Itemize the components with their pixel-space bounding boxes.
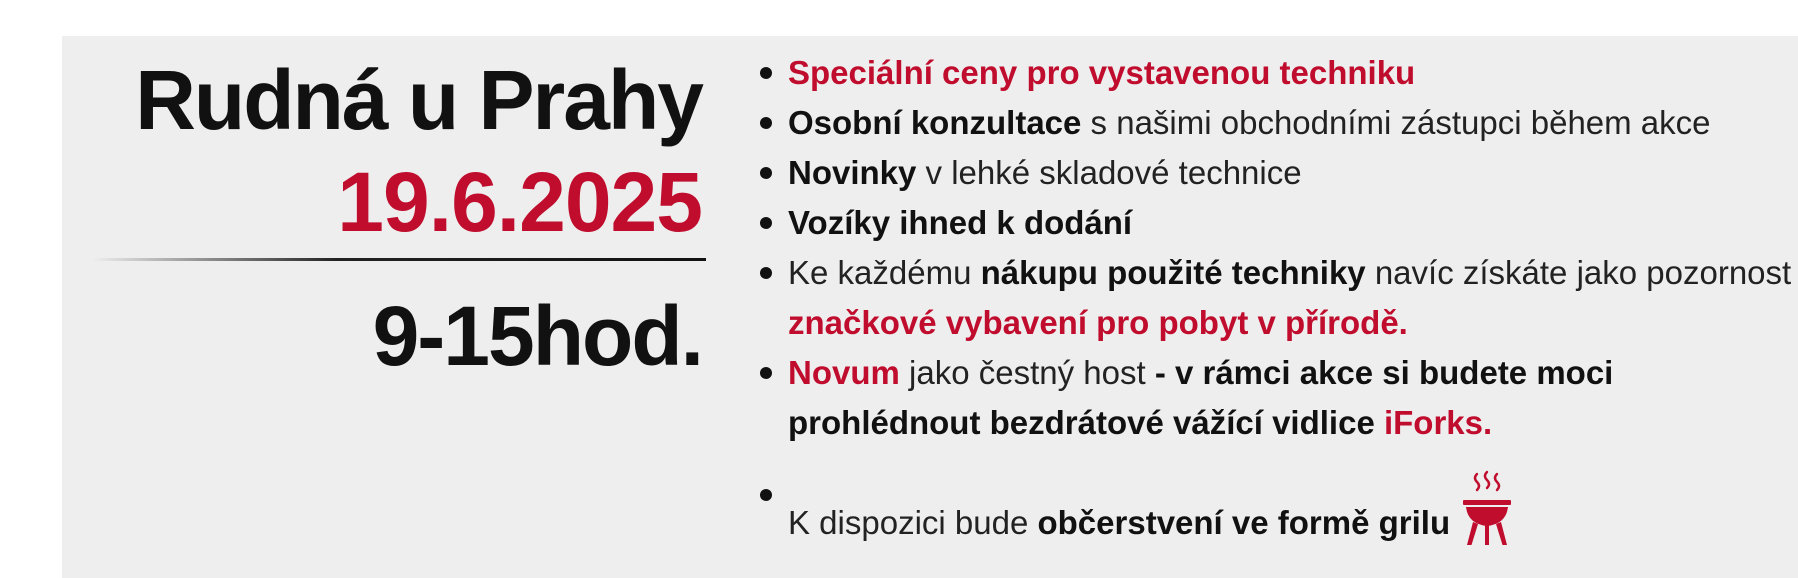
bullet-dot-icon [760, 267, 772, 279]
bullet-item [752, 148, 1792, 198]
bullet-item [752, 98, 1792, 148]
bullet-text: jako čestný host [899, 354, 1155, 391]
bullet-text: v lehké skladové technice [916, 154, 1302, 191]
bullet-dot-icon [760, 217, 772, 229]
bullet-dot-icon [760, 367, 772, 379]
event-date: 19.6.2025 [337, 155, 702, 249]
bullet-item [752, 248, 1792, 348]
bullet-text: Osobní konzultace [788, 104, 1082, 141]
bullet-dot-icon [760, 489, 772, 501]
bullet-text: - v rámci akce si budete moci prohlédnout bezdrátové vážící vidlice [788, 354, 1614, 441]
bullet-text: Ke každému [788, 254, 981, 291]
bullet-text: iForks. [1383, 404, 1493, 441]
bullet-dot-icon [760, 167, 772, 179]
bullet-dot-icon [760, 67, 772, 79]
event-hours: 9-15hod. [372, 289, 702, 383]
bullet-dot-icon [760, 117, 772, 129]
grill-icon [1460, 470, 1514, 546]
bullet-text: značkové vybavení pro pobyt v přírodě. [788, 304, 1408, 341]
event-info [62, 36, 702, 578]
bullet-text: občerstvení ve formě grilu [1037, 504, 1451, 541]
bullet-item [752, 470, 1792, 548]
bullet-item [752, 198, 1792, 248]
bullet-text: s našimi obchodními zástupci během akce [1081, 104, 1711, 141]
bullet-text: Novinky [788, 154, 917, 191]
bullet-text: navíc získáte jako pozornost [1365, 254, 1792, 291]
event-banner [62, 36, 1798, 578]
bullet-text: K dispozici bude [788, 504, 1038, 541]
event-city: Rudná u Prahy [135, 53, 702, 147]
benefits-list-container [752, 48, 1792, 548]
bullet-text: Vozíky ihned k dodání [788, 204, 1133, 241]
bullet-item [752, 48, 1792, 98]
bullet-text: nákupu použité techniky [980, 254, 1366, 291]
bullet-text: Speciální ceny pro vystavenou techniku [788, 54, 1416, 91]
divider [92, 258, 706, 261]
benefits-list [752, 48, 1792, 548]
bullet-item [752, 348, 1792, 448]
bullet-text: Novum [788, 354, 900, 391]
